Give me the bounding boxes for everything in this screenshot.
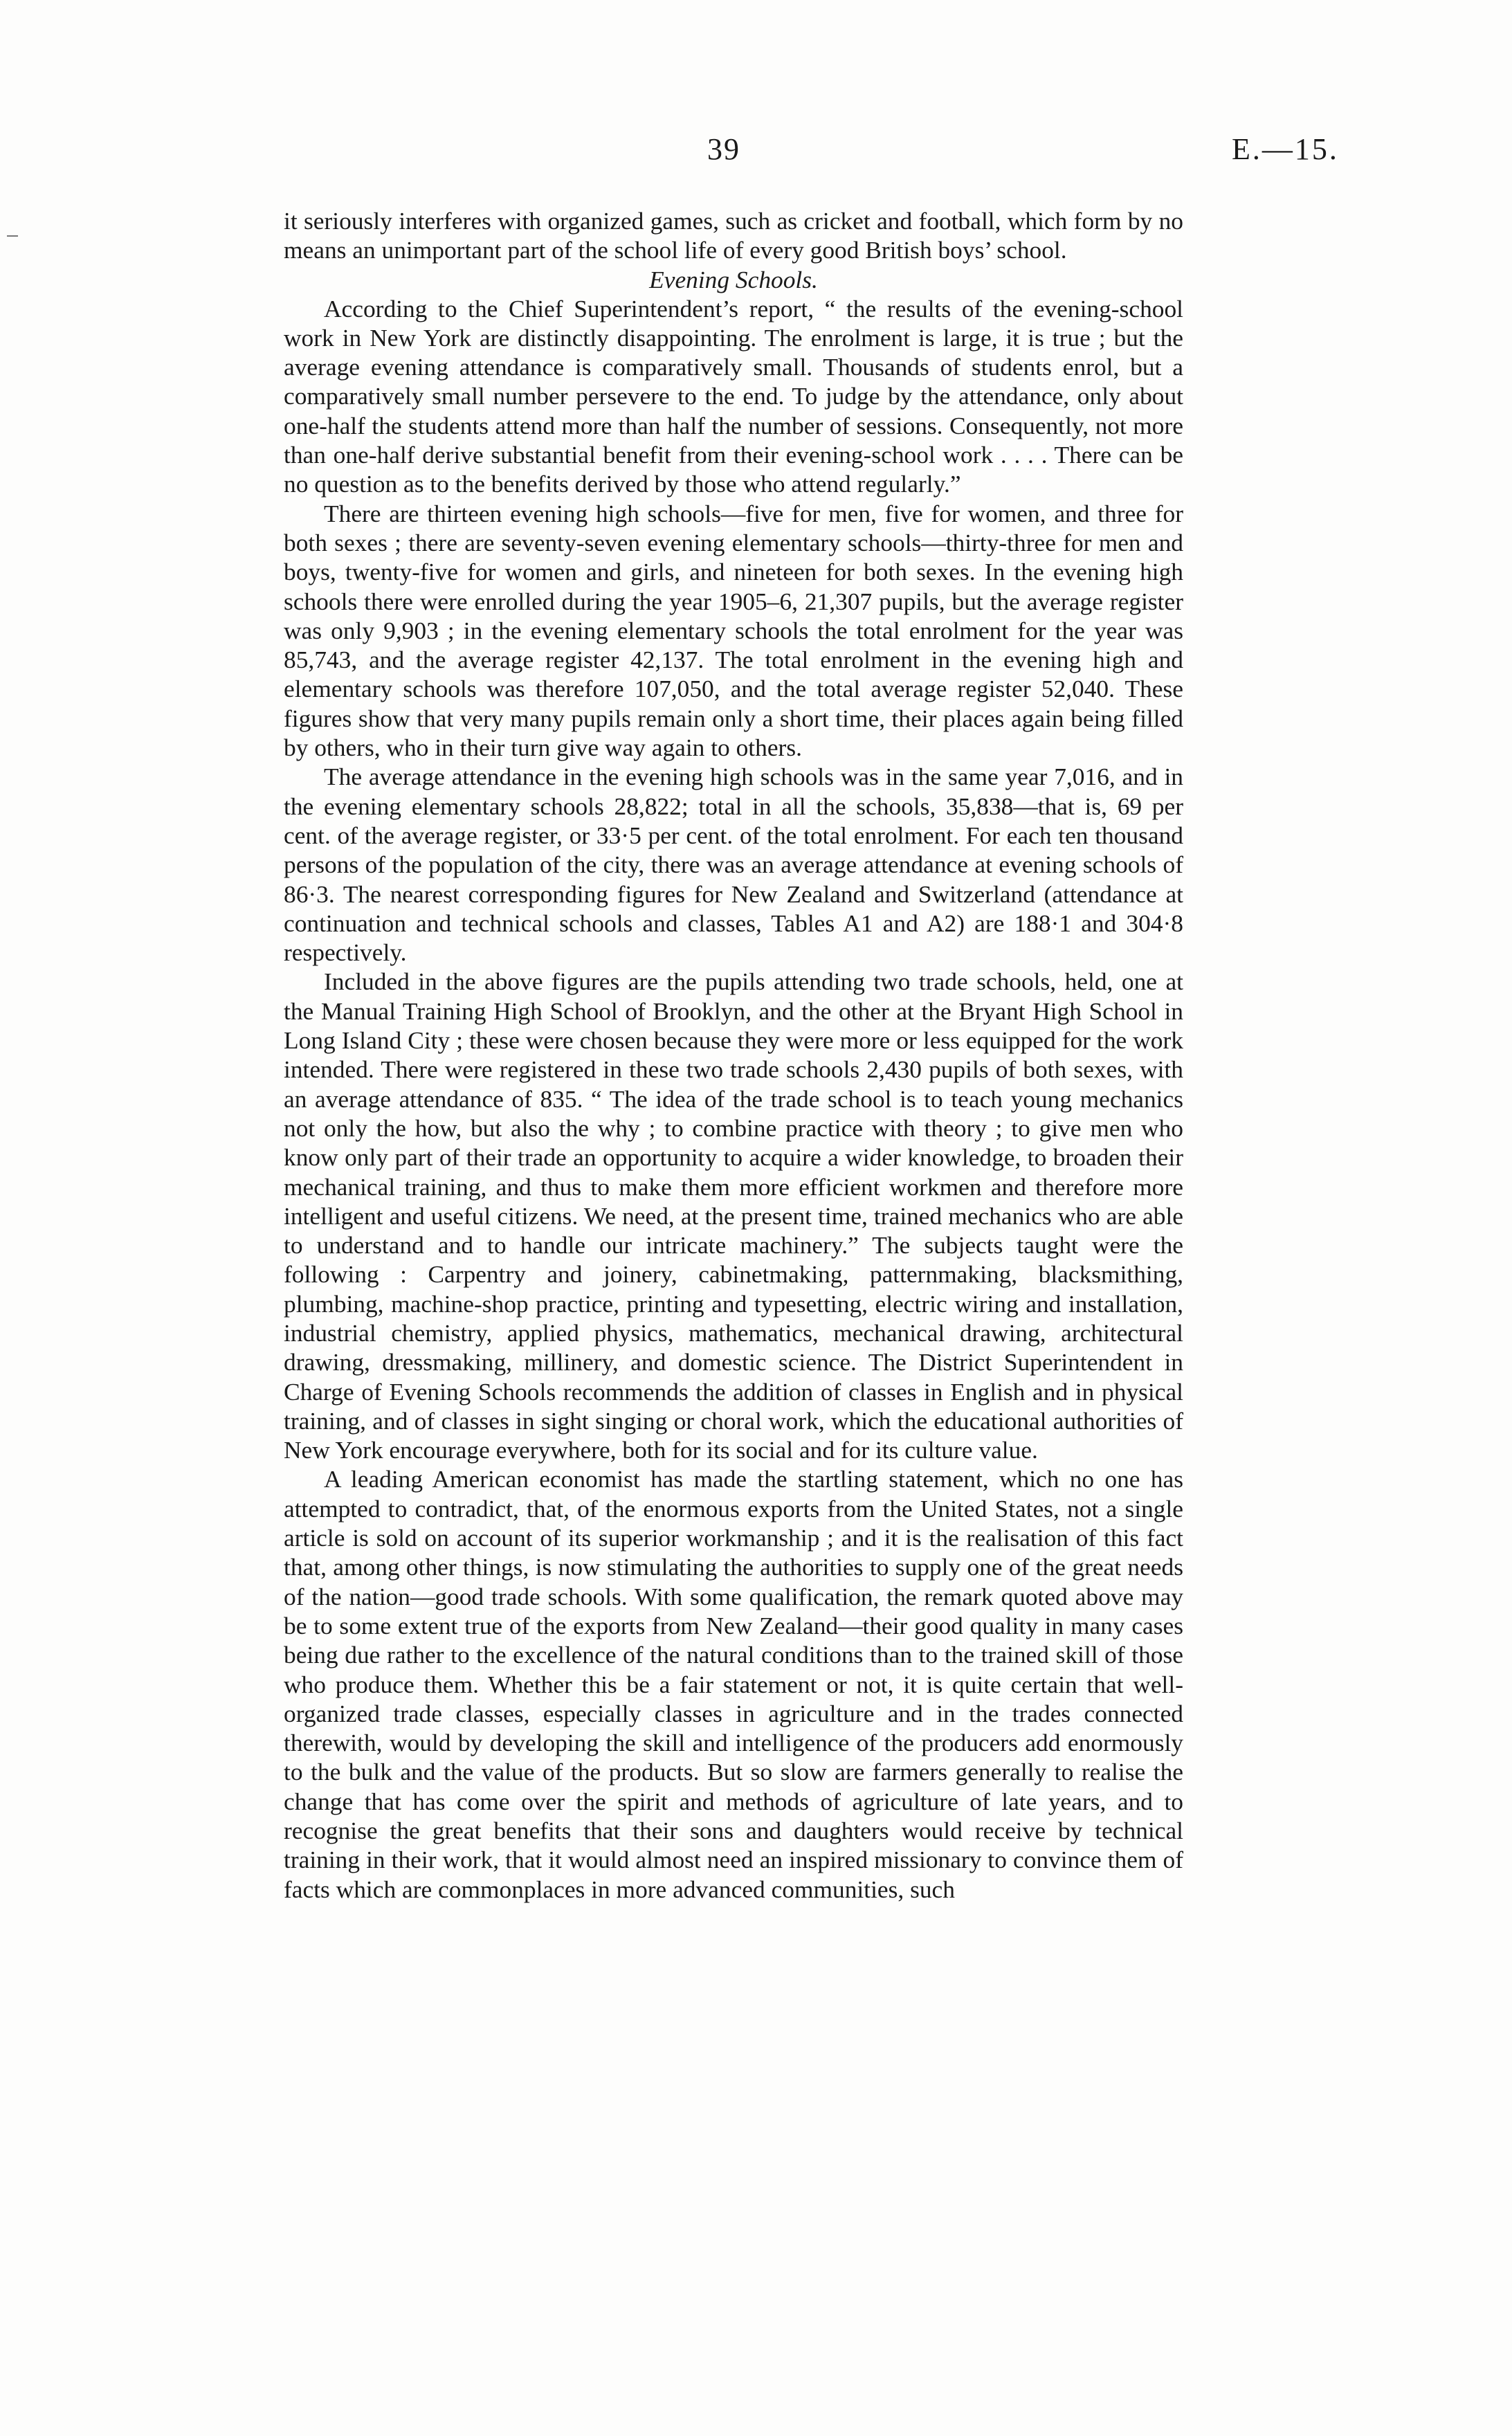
page-number: 39 — [707, 132, 740, 166]
margin-mark — [7, 235, 18, 237]
paragraph-trade-schools: Included in the above figures are the pupils attending two trade schools, held, one at the Manual Training High School of Brooklyn, and the other at the Bryant High School in Long Island City ; these were chosen because they were more or less equipped for the work intended. There were registered in these two trade schools 2,430 pupils of both sexes, with an average attendance of 835. “ The idea of the trade school is to teach young mechanics not only the how, but also the why ; to combine practice with theory ; to give men who know only part of their trade an opportunity to acquire a wider knowledge, to broaden their mechanical training, and thus to make them more efficient workmen and therefore more intelligent and useful citizens. We need, at the present time, trained mechanics who are able to understand and to handle our intricate machinery.” The subjects taught were the following : Carpentry and joinery, cabinetmaking, patternmaking, blacksmithing, plumbing, machine-shop practice, printing and typesetting, electric wiring and installation, industrial chemistry, applied physics, mathematics, mechanical drawing, architectural drawing, dressmaking, millinery, and domestic science. The District Superintendent in Charge of Evening Schools recommends the addition of classes in English and in physical training, and of classes in sight singing or choral work, which the educational authorities of New York encourage everywhere, both for its social and for its culture value. — [284, 967, 1183, 1464]
paragraph-american-economist: A leading American economist has made the startling statement, which no one has attempted to contradict, that, of the enormous exports from the United States, not a single article is sold on account of its superior workmanship ; and it is the realisation of this fact that, among other things, is now stimulating the authorities to supply one of the great needs of the nation—good trade schools. With some qualification, the remark quoted above may be to some extent true of the exports from New Zealand—their good quality in many cases being due rather to the excellence of the natural conditions than to the trained skill of those who produce them. Whether this be a fair statement or not, it is quite certain that well-organized trade classes, especially classes in agriculture and in the trades connected therewith, would by developing the skill and intelligence of the producers add enormously to the bulk and the value of the products. But so slow are farmers generally to realise the change that has come over the spirit and methods of agriculture of late years, and to recognise the great benefits that their sons and daughters would receive by technical training in their work, that it would almost need an inspired missionary to convince them of facts which are commonplaces in more advanced communities, such — [284, 1465, 1183, 1903]
paragraph-continued: it seriously interferes with organized games, such as cricket and football, which form by no means an unimportant part of the school life of every good British boys’ school. — [284, 207, 1183, 264]
paragraph-evening-high-schools: There are thirteen evening high schools—five for men, five for women, and three for both sexes ; there are seventy-seven evening elementary schools—thirty-three for men and boys, twenty-five for women and girls, and nineteen for both sexes. In the evening high schools there were enrolled during the year 1905–6, 21,307 pupils, but the average register was only 9,903 ; in the evening elementary schools the total enrolment for the year was 85,743, and the average register 42,137. The total enrolment in the evening high and elementary schools was therefore 107,050, and the total average register 52,040. These figures show that very many pupils remain only a short time, their places again being filled by others, who in their turn give way again to others. — [284, 499, 1183, 762]
report-code: E.—15. — [1232, 132, 1339, 166]
page-header — [0, 131, 1512, 173]
section-heading: Evening Schools. — [649, 265, 818, 293]
paragraph-average-attendance: The average attendance in the evening high schools was in the same year 7,016, and in the evening elementary schools 28,822; total in all the schools, 35,838—that is, 69 per cent. of the average register, or 33·5 per cent. of the total enrolment. For each ten thousand persons of the population of the city, there was an average attendance at evening schools of 86·3. The nearest corresponding figures for New Zealand and Switzerland (attendance at continuation and technical schools and classes, Tables A1 and A2) are 188·1 and 304·8 respectively. — [284, 763, 1183, 967]
body-text — [284, 206, 1183, 1904]
paragraph-chief-superintendent-report: According to the Chief Superintendent’s report, “ the results of the evening-school work in New York are distinctly disappointing. The enrolment is large, it is true ; but the average evening attendance is comparatively small. Thousands of students enrol, but a comparatively small number persevere to the end. To judge by the attendance, only about one-half the students attend more than half the number of sessions. Consequently, not more than one-half derive substantial benefit from their evening-school work . . . . There can be no question as to the benefits derived by those who attend regularly.” — [284, 294, 1183, 498]
